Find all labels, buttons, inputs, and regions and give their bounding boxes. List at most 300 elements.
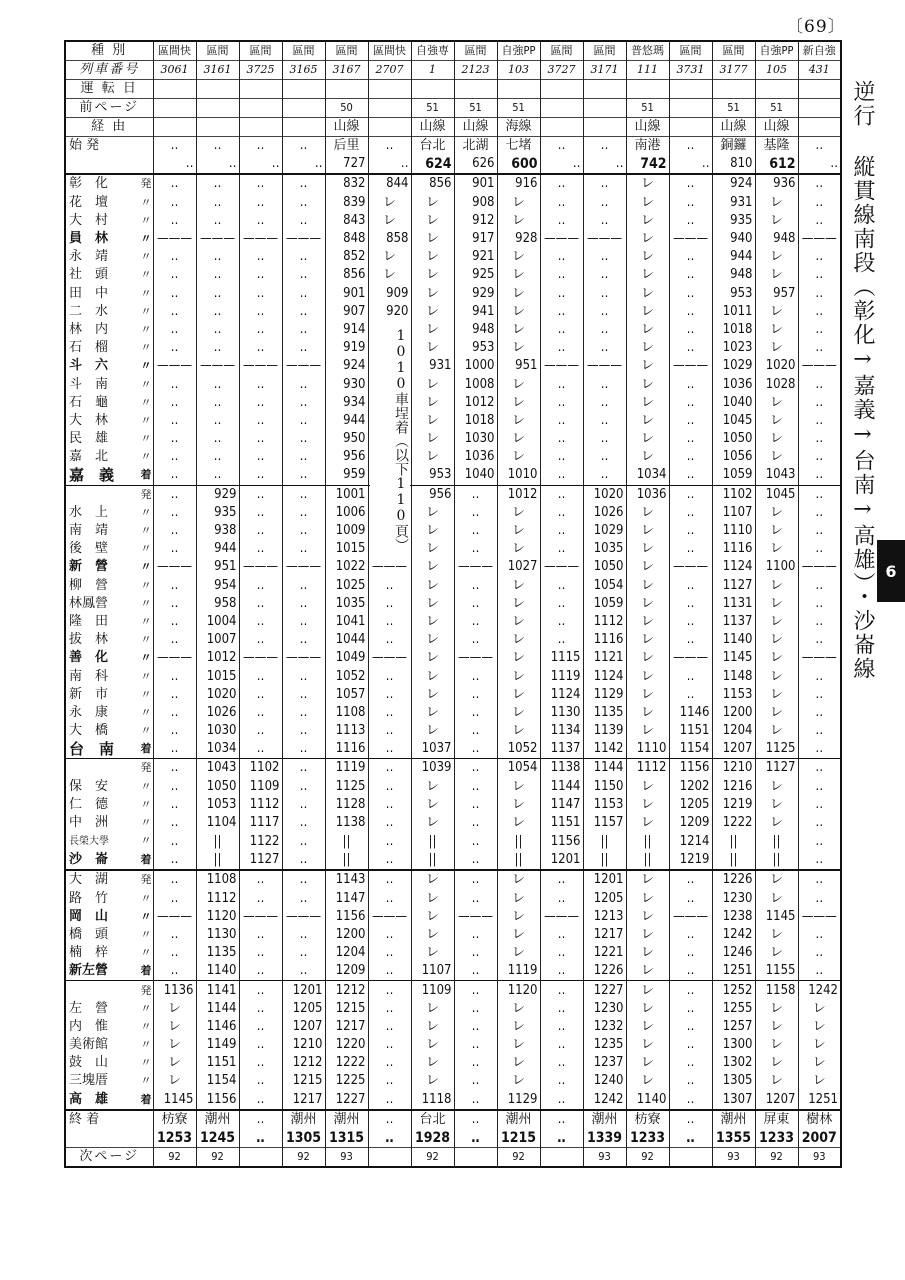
cell: レ — [411, 667, 454, 685]
cell: ‥ — [239, 1018, 282, 1036]
cell: ‥ — [368, 1054, 411, 1072]
cell — [368, 80, 411, 99]
cell: ‥ — [669, 504, 712, 522]
cell: ‥ — [282, 926, 325, 944]
station-mark: 〃 — [140, 1074, 152, 1088]
cell: レ — [755, 686, 798, 704]
cell: 1136 — [153, 981, 196, 1000]
cell: ‥ — [583, 285, 626, 303]
cell: 1037 — [411, 740, 454, 759]
cell: ‥ — [540, 1091, 583, 1110]
cell: 1010 — [497, 466, 540, 485]
cell: 山線 — [411, 118, 454, 137]
cell: ——— — [540, 908, 583, 926]
cell: レ — [497, 796, 540, 814]
station-name: 員 林 — [69, 231, 109, 247]
section-tab: 6 — [877, 540, 905, 602]
cell: レ — [755, 522, 798, 540]
cell: 907 — [325, 303, 368, 321]
cell: 92 — [153, 1148, 196, 1168]
cell: ‥ — [368, 686, 411, 704]
cell: ‥ — [239, 686, 282, 704]
cell: レ — [626, 540, 669, 558]
cell: 953 — [454, 339, 497, 357]
cell: レ — [798, 1036, 841, 1054]
cell: 105 — [755, 61, 798, 80]
cell: レ — [755, 667, 798, 685]
cell: 1225 — [325, 1072, 368, 1090]
cell: ‥ — [239, 740, 282, 759]
cell: ‥ — [368, 137, 411, 156]
station-row — [65, 285, 841, 303]
cell: 1127 — [239, 851, 282, 870]
station-row — [65, 504, 841, 522]
row-label — [65, 981, 153, 1000]
cell: レ — [411, 230, 454, 248]
station-row — [65, 851, 841, 870]
cell: 1139 — [583, 722, 626, 740]
cell: 3177 — [712, 61, 755, 80]
cell: ‥ — [239, 466, 282, 485]
cell: ——— — [669, 649, 712, 667]
cell: 1140 — [712, 631, 755, 649]
cell: ——— — [798, 230, 841, 248]
page-number: 〔69〕 — [786, 17, 846, 37]
cell: 92 — [626, 1148, 669, 1168]
cell: ‥ — [669, 613, 712, 631]
station-mark: 〃 — [140, 1038, 152, 1052]
cell: 1235 — [583, 1036, 626, 1054]
cell: 1305 — [712, 1072, 755, 1090]
cell: ‥ — [282, 778, 325, 796]
cell: レ — [755, 1054, 798, 1072]
cell: レ — [497, 321, 540, 339]
cell: レ — [411, 631, 454, 649]
cell — [669, 99, 712, 118]
cell: レ — [626, 667, 669, 685]
station-name: 南 靖 — [69, 523, 109, 539]
cell: ‥ — [540, 485, 583, 504]
row-label — [65, 412, 153, 430]
cell: レ — [755, 814, 798, 832]
cell: レ — [626, 1036, 669, 1054]
cell: ‥ — [454, 613, 497, 631]
cell: 1053 — [196, 796, 239, 814]
cell: ‥ — [669, 595, 712, 613]
cell: ——— — [583, 357, 626, 375]
cell: レ — [626, 814, 669, 832]
cell: ‥ — [540, 303, 583, 321]
cell: 區間 — [540, 41, 583, 61]
cell: 1044 — [325, 631, 368, 649]
station-mark: 〃 — [140, 614, 152, 628]
cell: レ — [411, 321, 454, 339]
cell: ——— — [153, 908, 196, 926]
cell: 樹林 — [798, 1110, 841, 1129]
cell: 銅鑼 — [712, 137, 755, 156]
cell: ‥ — [282, 686, 325, 704]
cell: レ — [755, 394, 798, 412]
cell: ‥ — [153, 375, 196, 393]
cell: ——— — [669, 357, 712, 375]
cell: 3161 — [196, 61, 239, 80]
cell: ‥ — [368, 595, 411, 613]
row-label: 前ページ — [65, 99, 153, 118]
station-name: 保 安 — [69, 778, 109, 794]
cell: レ — [497, 686, 540, 704]
cell: レ — [497, 194, 540, 212]
cell: 909 — [368, 285, 411, 303]
station-mark: 〃 — [140, 909, 152, 923]
cell: レ — [497, 926, 540, 944]
cell: レ — [626, 285, 669, 303]
cell: 1302 — [712, 1054, 755, 1072]
station-mark: 〃 — [140, 633, 152, 647]
cell: 1144 — [583, 759, 626, 778]
cell: ‥ — [669, 1091, 712, 1110]
cell: レ — [626, 649, 669, 667]
cell: レ — [755, 1018, 798, 1036]
cell: レ — [626, 194, 669, 212]
row-label: 終 着 — [65, 1110, 153, 1129]
station-name: 長榮大學 — [69, 836, 109, 848]
cell: 1113 — [325, 722, 368, 740]
cell: 區間 — [583, 41, 626, 61]
cell: 1151 — [196, 1054, 239, 1072]
station-row — [65, 577, 841, 595]
station-row — [65, 740, 841, 759]
cell: レ — [497, 266, 540, 284]
row-label — [65, 1129, 153, 1148]
cell: || — [497, 832, 540, 851]
cell: ‥ — [669, 577, 712, 595]
cell: ‥ — [798, 466, 841, 485]
cell: 92 — [755, 1148, 798, 1168]
cell: レ — [411, 248, 454, 266]
station-name: 永 康 — [69, 704, 109, 720]
cell: ‥ — [454, 631, 497, 649]
cell: ‥ — [454, 796, 497, 814]
cell: 1252 — [712, 981, 755, 1000]
cell: ‥ — [540, 321, 583, 339]
cell: 1125 — [755, 740, 798, 759]
cell: ‥ — [454, 485, 497, 504]
station-mark: 〃 — [140, 542, 152, 556]
cell: ‥ — [282, 722, 325, 740]
station-mark: 〃 — [140, 232, 152, 246]
cell: ‥ — [196, 375, 239, 393]
cell: レ — [626, 613, 669, 631]
cell: 908 — [454, 194, 497, 212]
cell: ‥ — [454, 1129, 497, 1148]
cell — [540, 80, 583, 99]
station-mark: 発 — [140, 177, 152, 191]
cell: 1020 — [583, 485, 626, 504]
cell: 南港 — [626, 137, 669, 156]
prev-page-row — [65, 99, 841, 118]
cell: 1214 — [669, 832, 712, 851]
row-label — [65, 339, 153, 357]
row-label — [65, 577, 153, 595]
cell: 1000 — [454, 357, 497, 375]
cell: レ — [411, 558, 454, 576]
cell: ‥ — [153, 926, 196, 944]
cell: 1040 — [454, 466, 497, 485]
station-name: 新左營 — [69, 963, 109, 979]
cell: 1108 — [325, 704, 368, 722]
cell: レ — [626, 631, 669, 649]
cell: 1205 — [282, 1000, 325, 1018]
cell: レ — [626, 394, 669, 412]
cell: 1116 — [712, 540, 755, 558]
station-name: 南 科 — [69, 668, 109, 684]
cell: ‥ — [368, 1129, 411, 1148]
cell: 1215 — [282, 1072, 325, 1090]
station-mark: 〃 — [140, 450, 152, 464]
cell: レ — [497, 577, 540, 595]
cell: レ — [497, 814, 540, 832]
cell: 1125 — [325, 778, 368, 796]
cell: 區間快 — [153, 41, 196, 61]
cell: 1202 — [669, 778, 712, 796]
cell: レ — [626, 926, 669, 944]
cell: レ — [153, 1018, 196, 1036]
cell: ‥ — [153, 778, 196, 796]
cell: 1251 — [798, 1091, 841, 1110]
cell: ‥ — [196, 448, 239, 466]
cell: レ — [153, 1000, 196, 1018]
station-name: 左 營 — [69, 1000, 109, 1016]
cell: 1116 — [583, 631, 626, 649]
cell: ‥ — [798, 448, 841, 466]
cell: レ — [411, 796, 454, 814]
cell: 938 — [196, 522, 239, 540]
cell: 潮州 — [583, 1110, 626, 1129]
cell: ‥ — [196, 285, 239, 303]
cell: レ — [626, 430, 669, 448]
station-row — [65, 212, 841, 230]
cell: ‥ — [153, 540, 196, 558]
cell: 848 — [325, 230, 368, 248]
cell: ‥ — [583, 266, 626, 284]
row-label — [65, 944, 153, 962]
cell: ‥ — [583, 394, 626, 412]
row-label — [65, 357, 153, 375]
station-name: 石 榴 — [69, 340, 109, 356]
cell: 1057 — [325, 686, 368, 704]
cell: 1112 — [583, 613, 626, 631]
row-label — [65, 174, 153, 193]
cell: ‥ — [368, 704, 411, 722]
station-mark: 着 — [140, 742, 152, 756]
row-label — [65, 962, 153, 981]
station-row — [65, 357, 841, 375]
cell: ‥ — [153, 155, 196, 174]
cell — [669, 80, 712, 99]
cell: ‥ — [540, 926, 583, 944]
cell: ‥ — [282, 577, 325, 595]
row-label — [65, 540, 153, 558]
cell: 1119 — [497, 962, 540, 981]
station-name: 大 村 — [69, 212, 109, 228]
cell: レ — [153, 1072, 196, 1090]
cell: ‥ — [798, 667, 841, 685]
row-label — [65, 230, 153, 248]
row-label — [65, 778, 153, 796]
row-label — [65, 740, 153, 759]
cell: ‥ — [196, 321, 239, 339]
cell: 919 — [325, 339, 368, 357]
cell: ‥ — [239, 1054, 282, 1072]
cell: レ — [411, 577, 454, 595]
cell: ——— — [239, 649, 282, 667]
cell: ‥ — [153, 394, 196, 412]
cell: レ — [755, 631, 798, 649]
row-label — [65, 870, 153, 889]
cell: ‥ — [540, 248, 583, 266]
cell: ‥ — [239, 137, 282, 156]
cell: 934 — [325, 394, 368, 412]
row-label — [65, 394, 153, 412]
cell: レ — [626, 1054, 669, 1072]
cell: ‥ — [282, 631, 325, 649]
cell: レ — [411, 540, 454, 558]
cell: ‥ — [153, 137, 196, 156]
cell: レ — [626, 722, 669, 740]
cell: ‥ — [239, 248, 282, 266]
station-mark: 〃 — [140, 432, 152, 446]
cell: 1215 — [497, 1129, 540, 1148]
station-row — [65, 832, 841, 851]
cell: 959 — [325, 466, 368, 485]
cell: ‥ — [669, 540, 712, 558]
cell: ‥ — [540, 137, 583, 156]
station-row — [65, 870, 841, 889]
cell: レ — [497, 1072, 540, 1090]
cell: レ — [497, 890, 540, 908]
cell: 3171 — [583, 61, 626, 80]
cell: 1054 — [497, 759, 540, 778]
cell: 936 — [755, 174, 798, 193]
cell: 1112 — [196, 890, 239, 908]
cell: レ — [411, 394, 454, 412]
cell: ‥ — [196, 430, 239, 448]
cell: 92 — [282, 1148, 325, 1168]
cell: ‥ — [454, 944, 497, 962]
cell: || — [626, 832, 669, 851]
terminus-time-row — [65, 1129, 841, 1148]
row-label — [65, 448, 153, 466]
cell: ——— — [239, 230, 282, 248]
station-name: 路 竹 — [69, 890, 109, 906]
cell: 1156 — [325, 908, 368, 926]
cell: ‥ — [540, 890, 583, 908]
cell: ‥ — [239, 613, 282, 631]
cell: 1156 — [196, 1091, 239, 1110]
row-label — [65, 722, 153, 740]
cell: 1140 — [196, 962, 239, 981]
cell: 1150 — [583, 778, 626, 796]
cell: 1145 — [755, 908, 798, 926]
station-row — [65, 394, 841, 412]
cell: 951 — [196, 558, 239, 576]
cell: 1255 — [712, 1000, 755, 1018]
cell: ——— — [153, 558, 196, 576]
station-mark: 着 — [140, 853, 152, 867]
cell: 914 — [325, 321, 368, 339]
cell: ‥ — [239, 704, 282, 722]
cell: ‥ — [454, 522, 497, 540]
cell: 1253 — [153, 1129, 196, 1148]
cell: レ — [626, 1072, 669, 1090]
cell: ‥ — [540, 577, 583, 595]
cell: ‥ — [153, 944, 196, 962]
station-row — [65, 430, 841, 448]
station-mark: 〃 — [140, 1001, 152, 1015]
cell: ‥ — [153, 851, 196, 870]
cell — [368, 1148, 411, 1168]
cell: レ — [755, 540, 798, 558]
station-name: 後 壁 — [69, 541, 109, 557]
cell: 856 — [411, 174, 454, 193]
cell: レ — [411, 814, 454, 832]
cell: ‥ — [239, 667, 282, 685]
cell: 1230 — [712, 890, 755, 908]
station-name: 善 化 — [69, 650, 109, 666]
cell: 1116 — [325, 740, 368, 759]
cell: 1100 — [755, 558, 798, 576]
cell: 1004 — [196, 613, 239, 631]
cell: レ — [497, 212, 540, 230]
cell: 111 — [626, 61, 669, 80]
cell: ‥ — [239, 631, 282, 649]
cell: ‥ — [798, 248, 841, 266]
cell: 925 — [454, 266, 497, 284]
cell: ‥ — [454, 759, 497, 778]
cell: ‥ — [153, 759, 196, 778]
station-row — [65, 796, 841, 814]
cell: 1157 — [583, 814, 626, 832]
station-row — [65, 558, 841, 576]
cell: 基隆 — [755, 137, 798, 156]
cell: 1124 — [540, 686, 583, 704]
cell: ‥ — [454, 577, 497, 595]
cell: 929 — [196, 485, 239, 504]
station-name: 石 龜 — [69, 394, 109, 410]
cell: 潮州 — [712, 1110, 755, 1129]
cell: 1009 — [325, 522, 368, 540]
station-mark: 〃 — [140, 705, 152, 719]
cell: 1026 — [196, 704, 239, 722]
cell: レ — [497, 704, 540, 722]
cell: ‥ — [798, 303, 841, 321]
cell: 1012 — [497, 485, 540, 504]
cell: ‥ — [798, 962, 841, 981]
cell: ‥ — [540, 595, 583, 613]
cell: レ — [411, 194, 454, 212]
station-row — [65, 944, 841, 962]
row-label — [65, 466, 153, 485]
cell: 台北 — [411, 1110, 454, 1129]
cell: ——— — [669, 908, 712, 926]
cell: ‥ — [798, 155, 841, 174]
station-mark: 〃 — [140, 213, 152, 227]
cell: ‥ — [583, 375, 626, 393]
cell: ‥ — [368, 870, 411, 889]
cell: || — [411, 851, 454, 870]
cell: ‥ — [282, 613, 325, 631]
cell: ‥ — [196, 339, 239, 357]
